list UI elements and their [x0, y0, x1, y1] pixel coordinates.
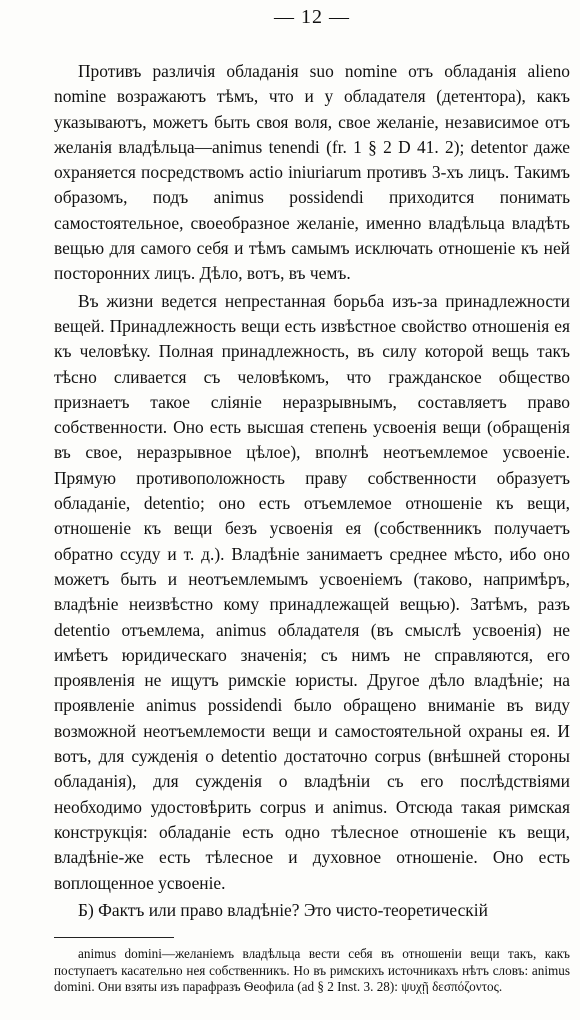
page-number: — 12 —	[274, 6, 350, 28]
footnote-text: animus domini—желаніемъ владѣльца вести себя въ отношеніи вещи такъ, какъ поступаетъ касательно нея собственникъ. Но въ римскихъ источникахъ нѣтъ словъ: animus domini. Они взяты изъ парафразъ Ѳеофила (ad § 2 Inst. 3. 28): ψυχῇ δεσπόζοντος.	[54, 946, 570, 995]
paragraph: Противъ различія обладанія suo nomine отъ обладанія alieno nomine возражаютъ тѣмъ, что и у обладателя (детентора), какъ указываютъ, можетъ быть своя воля, свое желаніе, независимое отъ желанія владѣльца—animus tenendi (fr. 1 § 2 D 41. 2); detentor даже охраняется посредствомъ actio iniuriarum противъ 3-хъ лицъ. Такимъ образомъ, подъ animus possidendi приходится понимать самостоятельное, своеобразное желаніе, именно владѣльца владѣть вещью для самого себя и тѣмъ самымъ исключать отношеніе къ ней посторонних лицъ. Дѣло, вотъ, въ чемъ.	[54, 61, 570, 284]
footnote-divider	[54, 937, 174, 938]
body-text	[54, 59, 570, 923]
footnote	[54, 946, 570, 996]
paragraph: Въ жизни ведется непрестанная борьба изъ-за принадлежности вещей. Принадлежность вещи есть извѣстное свойство отношенія ея къ человѣку. Полная принадлежность, въ силу которой вещь такъ тѣсно сливается съ человѣкомъ, что гражданское общество признаетъ такое сліяніе неразрывнымъ, составляетъ право собственности. Оно есть высшая степень усвоенія вещи (обращенія въ свое, неразрывное цѣлое), вполнѣ неотъемлемое усвоеніе. Прямую противоположность праву собственности образуетъ обладаніе, detentio; оно есть отъемлемое отношеніе къ вещи, отношеніе къ вещи безъ усвоенія ея (собственникъ получаетъ обратно ссуду и т. д.). Владѣніе занимаетъ среднее мѣсто, ибо оно можетъ быть и неотъемлемымъ усвоеніемъ (таково, напримѣръ, владѣніе неизвѣстно кому принадлежащей вещью). Затѣмъ, разъ detentio отъемлема, animus обладателя (въ смыслѣ усвоенія) не имѣетъ юридическаго значенія; съ нимъ не справляются, его проявленія не ищутъ римскіе юристы. Другое дѣло владѣніе; на проявленіе animus possidendi было обращено вниманіе въ виду возможной неотъемлемости вещи и самостоятельной охраны ея. И вотъ, для сужденія о detentio достаточно corpus (внѣшней стороны обладанія), для сужденія о владѣніи съ его послѣдствіями необходимо удостовѣрить corpus и animus. Отсюда такая римская конструкція: обладаніе есть одно тѣлесное отношеніе къ вещи, владѣніе-же есть тѣлесное и духовное отношеніе. Оно есть воплощенное усвоеніе.	[54, 290, 570, 893]
paragraph: Б) Фактъ или право владѣніе? Это чисто-теоретическій	[78, 899, 488, 920]
